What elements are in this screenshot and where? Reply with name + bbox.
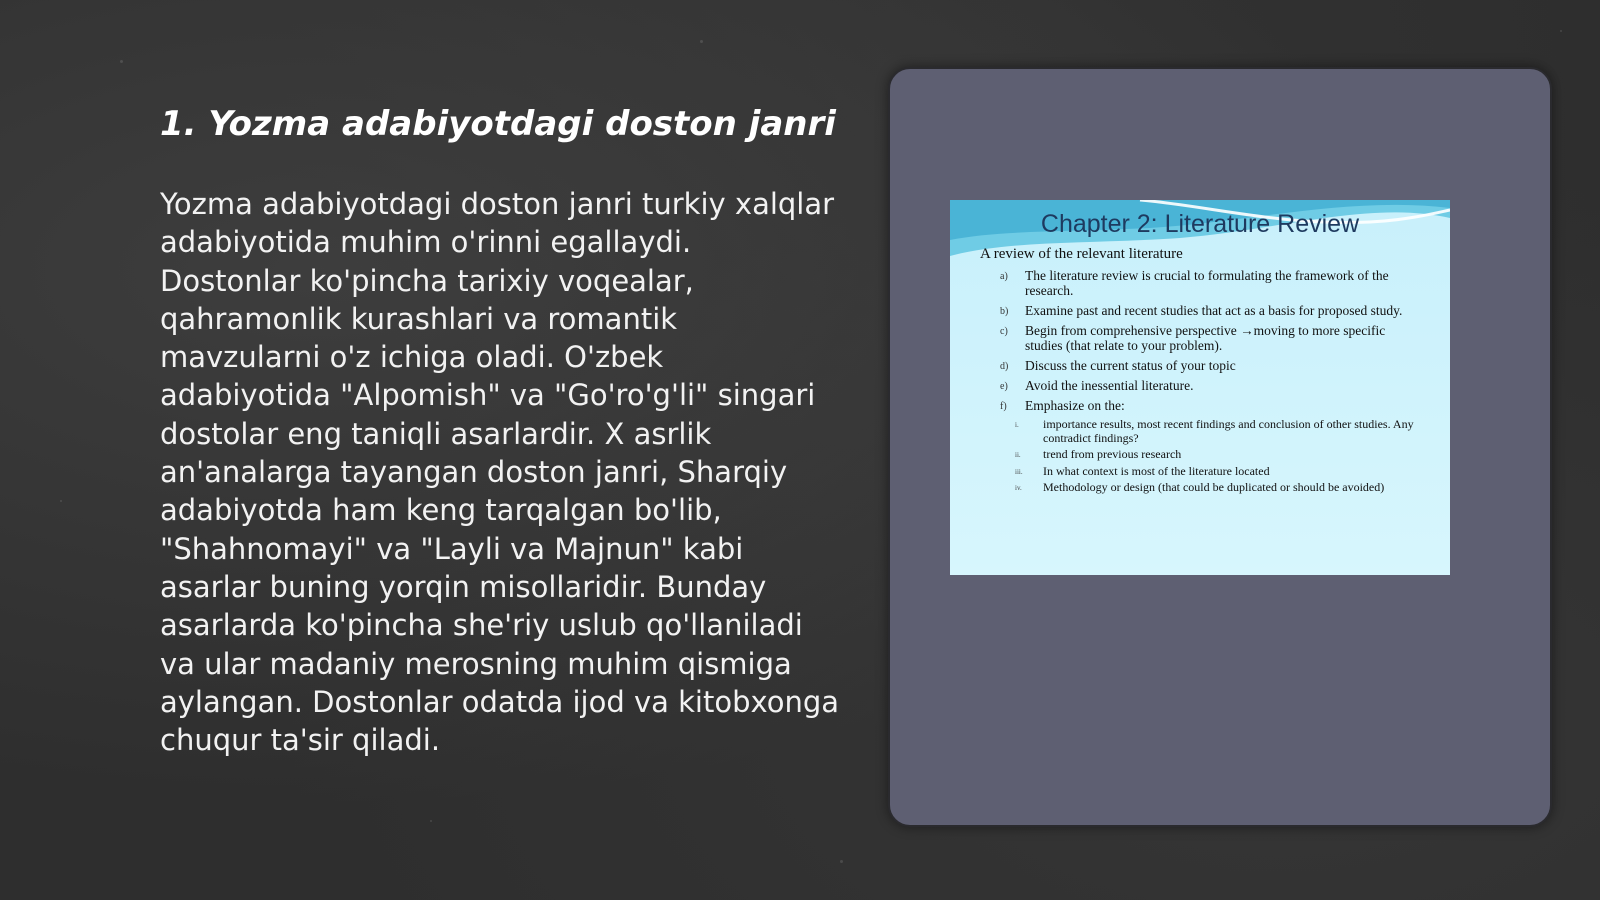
list-marker: a) (1000, 271, 1008, 282)
sub-list-item (1000, 465, 1420, 479)
list-item (1000, 398, 1420, 413)
list-marker: i. (1015, 421, 1019, 429)
slide-thumbnail (950, 200, 1450, 575)
list-marker: iii. (1015, 467, 1023, 476)
list-item (1000, 303, 1420, 318)
list-item-text: Begin from comprehensive perspective →moving to more specific studies (that relate to your problem). (1025, 323, 1386, 353)
list-item-text: Methodology or design (that could be duplicated or should be avoided) (1043, 480, 1385, 494)
list-item-text: Emphasize on the: (1025, 398, 1125, 413)
thumbnail-list (1000, 268, 1420, 498)
list-marker: ii. (1015, 451, 1021, 459)
chalk-speck (430, 820, 432, 822)
list-item-text: In what context is most of the literature located (1043, 463, 1270, 478)
list-marker: f) (1000, 401, 1007, 412)
list-marker: b) (1000, 306, 1009, 317)
list-item-text: importance results, most recent findings and conclusion of other studies. Any contradict findings? (1043, 417, 1414, 445)
list-item-text: Avoid the inessential literature. (1025, 378, 1194, 393)
list-item-text: The literature review is crucial to formulating the framework of the research. (1025, 268, 1389, 298)
list-item (1000, 323, 1420, 353)
list-marker: e) (1000, 381, 1008, 392)
chalk-speck (700, 40, 703, 43)
slide-title: 1. Yozma adabiyotdagi doston janri (160, 104, 836, 144)
list-marker: iv. (1015, 484, 1022, 492)
chalk-speck (60, 500, 62, 502)
list-item (1000, 268, 1420, 298)
list-item (1000, 378, 1420, 393)
list-item-text: Discuss the current status of your topic (1025, 358, 1236, 373)
sub-list-item (1000, 481, 1420, 495)
list-item-text: trend from previous research (1043, 447, 1182, 461)
list-marker: c) (1000, 326, 1008, 337)
chalk-speck (1560, 30, 1562, 32)
sub-list-item (1000, 448, 1420, 462)
thumbnail-title: Chapter 2: Literature Review (1040, 210, 1360, 238)
chalk-speck (120, 60, 123, 63)
slide-body-text: Yozma adabiyotdagi doston janri turkiy xalqlar adabiyotida muhim o'rinni egallaydi. Dostonlar ko'pincha tarixiy voqealar, qahramonlik kurashlari va romantik mavzularni o'z ichiga oladi. O'zbek adabiyotida "Alpomish" va "Go'ro'g'li" singari dostolar eng taniqli asarlardir. X asrlik an'analarga tayangan doston janri, Sharqiy adabiyotda ham keng tarqalgan bo'lib, "Shahnomayi" va "Layli va Majnun" kabi asarlar buning yorqin misollaridir. Bunday asarlarda ko'pincha she'riy uslub qo'llaniladi va ular madaniy merosning muhim qismiga aylangan. Dostonlar odatda ijod va kitobxonga chuqur ta'sir qiladi. (160, 187, 840, 758)
thumbnail-subtitle: A review of the relevant literature (980, 246, 1183, 262)
sub-list-item (1000, 418, 1420, 445)
list-item (1000, 358, 1420, 373)
chalk-speck (840, 860, 843, 863)
list-item-text: Examine past and recent studies that act as a basis for proposed study. (1025, 303, 1403, 318)
list-marker: d) (1000, 361, 1009, 372)
